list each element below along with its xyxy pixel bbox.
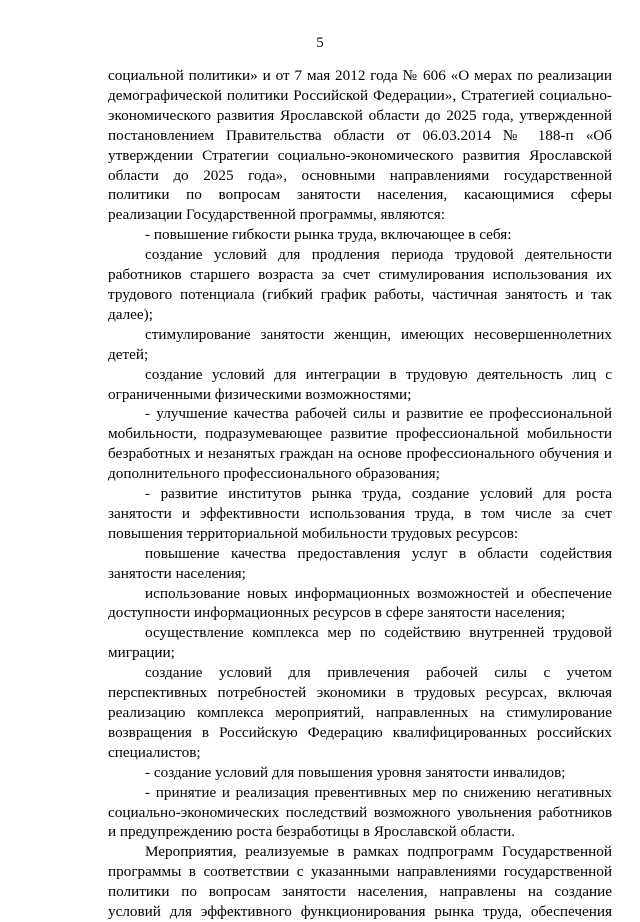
paragraph-9: использование новых информационных возможностей и обеспечение доступности информационных ресурсов в сфере занятости населения;	[108, 584, 612, 622]
paragraph-10: осуществление комплекса мер по содействию внутренней трудовой миграции;	[108, 624, 612, 662]
paragraph-8: повышение качества предоставления услуг в области содействия занятости населения;	[108, 544, 612, 582]
paragraph-6: - улучшение качества рабочей силы и развитие ее профессиональной мобильности, подразумевающее развитие профессиональной мобильности безработных и незанятых граждан на основе профессионального обучения и дополнительного профессионального образования;	[108, 405, 612, 483]
paragraph-12: - создание условий для повышения уровня занятости инвалидов;	[145, 763, 566, 781]
paragraph-14: Мероприятия, реализуемые в рамках подпрограмм Государственной программы в соответствии с указанными направлениями государственной политики по вопросам занятости населения, направлены на создание условий для эффективного функционирования рынка труда, обеспечения	[108, 843, 612, 921]
paragraph-2: - повышение гибкости рынка труда, включающее в себя:	[145, 226, 512, 244]
paragraph-7: - развитие институтов рынка труда, создание условий для роста занятости и эффективности использования труда, в том числе за счет повышения территориальной мобильности трудовых ресурсов:	[108, 485, 612, 542]
paragraph-1: социальной политики» и от 7 мая 2012 года № 606 «О мерах по реализации демографической политики Российской Федерации», Стратегией социально-экономического развития Ярославской области до 2025 года, утвержденной постановлением Правительства области от 06.03.2014 № 188-п «Об утверждении Стратегии социально-экономического развития Ярославской области до 2025 года», основными направлениями государственной политики по вопросам занятости населения, касающимися сферы реализации Государственной программы, являются:	[108, 67, 612, 224]
page-number: 5	[316, 35, 324, 51]
document-body	[108, 66, 612, 922]
paragraph-3: создание условий для продления периода трудовой деятельности работников старшего возраста за счет стимулирования использования их трудового потенциала (гибкий график работы, частичная занятость и так далее);	[108, 246, 612, 323]
paragraph-5: создание условий для интеграции в трудовую деятельность лиц с ограниченными физическими возможностями;	[108, 365, 612, 403]
paragraph-13: - принятие и реализация превентивных мер по снижению негативных социально-экономических последствий возможного увольнения работников и предупреждению роста безработицы в Ярославской области.	[108, 783, 612, 841]
paragraph-4: стимулирование занятости женщин, имеющих несовершеннолетних детей;	[108, 325, 612, 363]
paragraph-11: создание условий для привлечения рабочей силы с учетом перспективных потребностей экономики в трудовых ресурсах, включая реализацию комплекса мероприятий, направленных на стимулирование возвращения в Российскую Федерацию квалифицированных российских специалистов;	[108, 664, 612, 761]
